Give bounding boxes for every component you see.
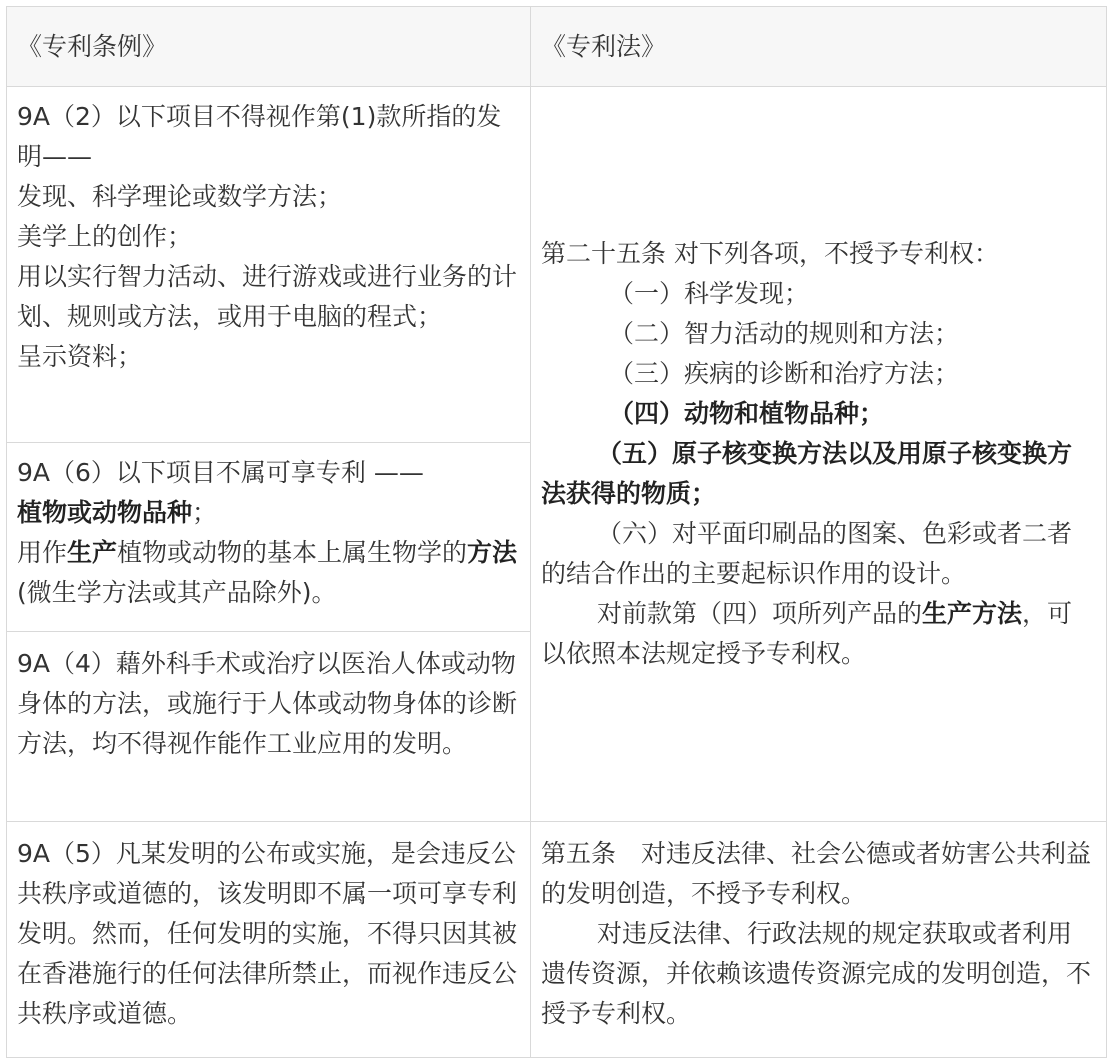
comparison-table	[6, 6, 1107, 1058]
article-25-item: （三）疾病的诊断和治疗方法；	[609, 358, 960, 388]
clause-9a-6-bold: 植物或动物品种	[17, 498, 193, 528]
article-25-item5-text: （五）原子核变换方法以及用原子核变换方法获得的物质；	[541, 438, 1073, 508]
cell-article-25	[531, 87, 1107, 822]
clause-bold: 生产	[67, 538, 118, 568]
cell-article-5	[531, 821, 1107, 1057]
article-25-item-bold	[541, 434, 1096, 514]
clause-text: 植物或动物的基本上属生物学的	[117, 538, 468, 568]
article-25-item: （二）智力活动的规则和方法；	[609, 318, 960, 348]
article-25-title: 第二十五条 对下列各项，不授予专利权：	[541, 238, 999, 268]
header-cell-left	[7, 7, 531, 87]
clause-9a-6-punct: ；	[192, 498, 218, 528]
header-cell-right	[531, 7, 1107, 87]
cell-9a-6	[7, 443, 531, 631]
article-25-item4-text: （四）动物和植物品种；	[609, 398, 885, 428]
table-row	[7, 87, 1107, 443]
clause-9a-6-heading: 9A（6）以下项目不属可享专利 ——	[17, 458, 424, 488]
clause-text: 用作	[17, 538, 68, 568]
clause-9a-6-item	[17, 493, 520, 533]
clause-9a-6-item	[17, 533, 520, 613]
clause-9a-2-item: 用以实行智力活动、进行游戏或进行业务的计划、规则或方法，或用于电脑的程式；	[17, 262, 518, 332]
article-5-para1: 第五条 对违反法律、社会公德或者妨害公共利益的发明创造，不授予专利权。	[541, 838, 1092, 908]
clause-9a-2-item: 美学上的创作；	[17, 222, 193, 252]
header-left-text: 《专利条例》	[17, 32, 168, 61]
cell-9a-4	[7, 631, 531, 821]
article-25-item: （一）科学发现；	[609, 278, 810, 308]
article-25-paragraph	[541, 594, 1096, 674]
article-25-item-bold	[541, 394, 1096, 434]
table-row	[7, 821, 1107, 1057]
article-25-para-start: 对前款第（四）项所列产品的	[597, 598, 923, 628]
article-25-para-end: ，可以依照本法规定授予专利权。	[541, 598, 1073, 668]
article-25-item: （六）对平面印刷品的图案、色彩或者二者的结合作出的主要起标识作用的设计。	[541, 518, 1073, 588]
clause-9a-2-heading: 9A（2）以下项目不得视作第(1)款所指的发明——	[17, 102, 502, 172]
clause-text: (微生学方法或其产品除外)。	[17, 578, 337, 608]
clause-9a-5-text: 9A（5）凡某发明的公布或实施，是会违反公共秩序或道德的，该发明即不属一项可享专利发明。然而，任何发明的实施，不得只因其被在香港施行的任何法律所禁止，而视作违反公共秩序或道德。	[17, 838, 518, 1028]
cell-9a-2	[7, 87, 531, 443]
clause-bold: 方法	[467, 538, 518, 568]
cell-9a-5	[7, 821, 531, 1057]
header-right-text: 《专利法》	[541, 32, 667, 61]
article-25-para-bold: 生产方法	[922, 598, 1023, 628]
clause-9a-2-item: 发现、科学理论或数学方法；	[17, 182, 343, 212]
header-row	[7, 7, 1107, 87]
article-5-para2: 对违反法律、行政法规的规定获取或者利用遗传资源，并依赖该遗传资源完成的发明创造，不授予专利权。	[541, 918, 1092, 1028]
clause-9a-4-text: 9A（4）藉外科手术或治疗以医治人体或动物身体的方法，或施行于人体或动物身体的诊断方法，均不得视作能作工业应用的发明。	[17, 648, 518, 758]
clause-9a-2-item: 呈示资料；	[17, 342, 143, 372]
